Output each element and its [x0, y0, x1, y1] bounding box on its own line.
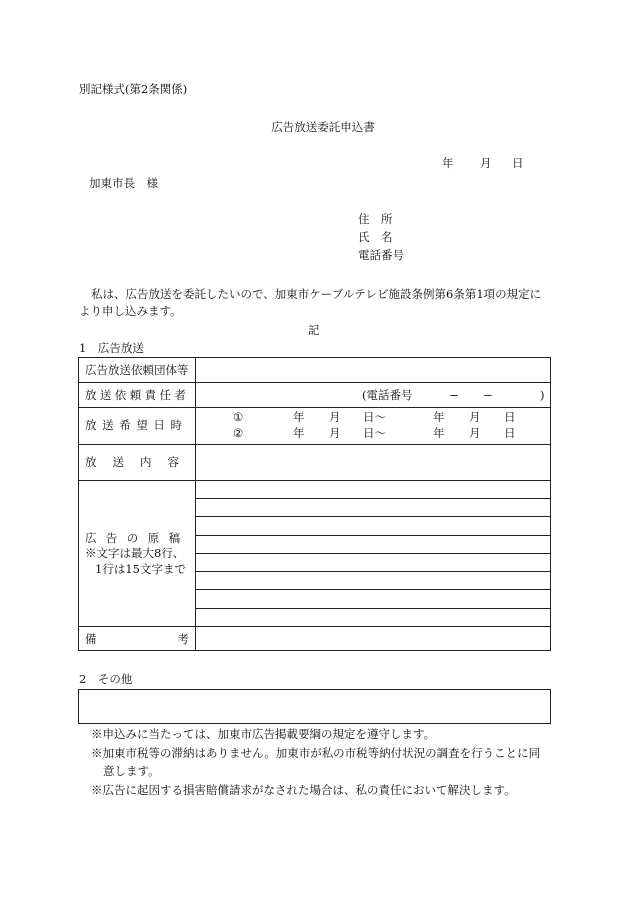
remarks-input-cell[interactable]	[197, 627, 550, 650]
date1-month: 月	[329, 410, 341, 424]
body-text-line1: 私は、広告放送を委託したいので、加東市ケーブルテレビ施設条例第6条第1項の規定に	[91, 287, 542, 301]
content-input-cell[interactable]	[197, 445, 550, 480]
phone-dash-1: −	[449, 388, 459, 402]
date-day: 日	[512, 156, 524, 170]
date2-year: 年	[293, 426, 305, 440]
row-label-org: 広告放送依頼団体等	[85, 363, 189, 377]
date1-year: 年	[293, 410, 305, 424]
ki-heading: 記	[308, 323, 320, 337]
phone-open: (電話番号	[362, 388, 413, 402]
section2-heading: 2 その他	[79, 672, 133, 686]
row-label-responsible-text: 放送依頼責任者	[85, 388, 190, 402]
note-tax-line1: ※加東市税等の滞納はありません。加東市が私の市税等納付状況の調査を行うことに同	[91, 746, 541, 760]
note-tax-line2: 意します。	[103, 764, 160, 778]
application-table	[78, 357, 551, 651]
date1-year2: 年	[433, 410, 445, 424]
manuscript-note-2: 1行は15文字まで	[95, 562, 186, 576]
document-title: 広告放送委託申込書	[271, 120, 375, 134]
date1-day: 日〜	[363, 410, 386, 424]
date1-day2: 日	[504, 410, 516, 424]
row-label-manuscript: 広告の原稿	[85, 531, 190, 545]
applicant-address-label: 住 所	[358, 212, 393, 226]
body-text-line2: より申し込みます。	[79, 304, 182, 318]
note-liability: ※広告に起因する損害賠償請求がなされた場合は、私の責任において解決します。	[91, 783, 516, 797]
row-label-dates: 放送希望日時	[85, 418, 188, 432]
org-input-cell[interactable]	[197, 358, 550, 382]
date2-year2: 年	[433, 426, 445, 440]
date2-month2: 月	[469, 426, 481, 440]
applicant-phone-label: 電話番号	[358, 248, 404, 262]
section1-heading: 1 広告放送	[79, 341, 144, 355]
date2-day2: 日	[504, 426, 516, 440]
date2-num: ②	[233, 426, 244, 440]
row-label-responsible	[85, 390, 191, 402]
other-input-box[interactable]	[78, 689, 551, 724]
row-label-remarks: 備考	[85, 632, 270, 646]
date-year: 年	[442, 156, 454, 170]
row-label-content: 放送内容	[85, 455, 195, 469]
addressee: 加東市長 様	[89, 176, 158, 190]
date2-day: 日〜	[363, 426, 386, 440]
applicant-name-label: 氏 名	[358, 230, 393, 244]
date-month: 月	[480, 156, 492, 170]
note-compliance: ※申込みに当たっては、加東市広告掲載要綱の規定を遵守します。	[91, 727, 436, 741]
date2-month: 月	[329, 426, 341, 440]
phone-dash-2: −	[483, 388, 493, 402]
manuscript-note-1: ※文字は最大8行、	[85, 546, 185, 560]
date1-month2: 月	[469, 410, 481, 424]
manuscript-lines[interactable]	[197, 481, 550, 626]
date1-num: ①	[233, 410, 244, 424]
form-style-label: 別記様式(第2条関係)	[79, 82, 188, 96]
phone-close: )	[540, 388, 545, 402]
